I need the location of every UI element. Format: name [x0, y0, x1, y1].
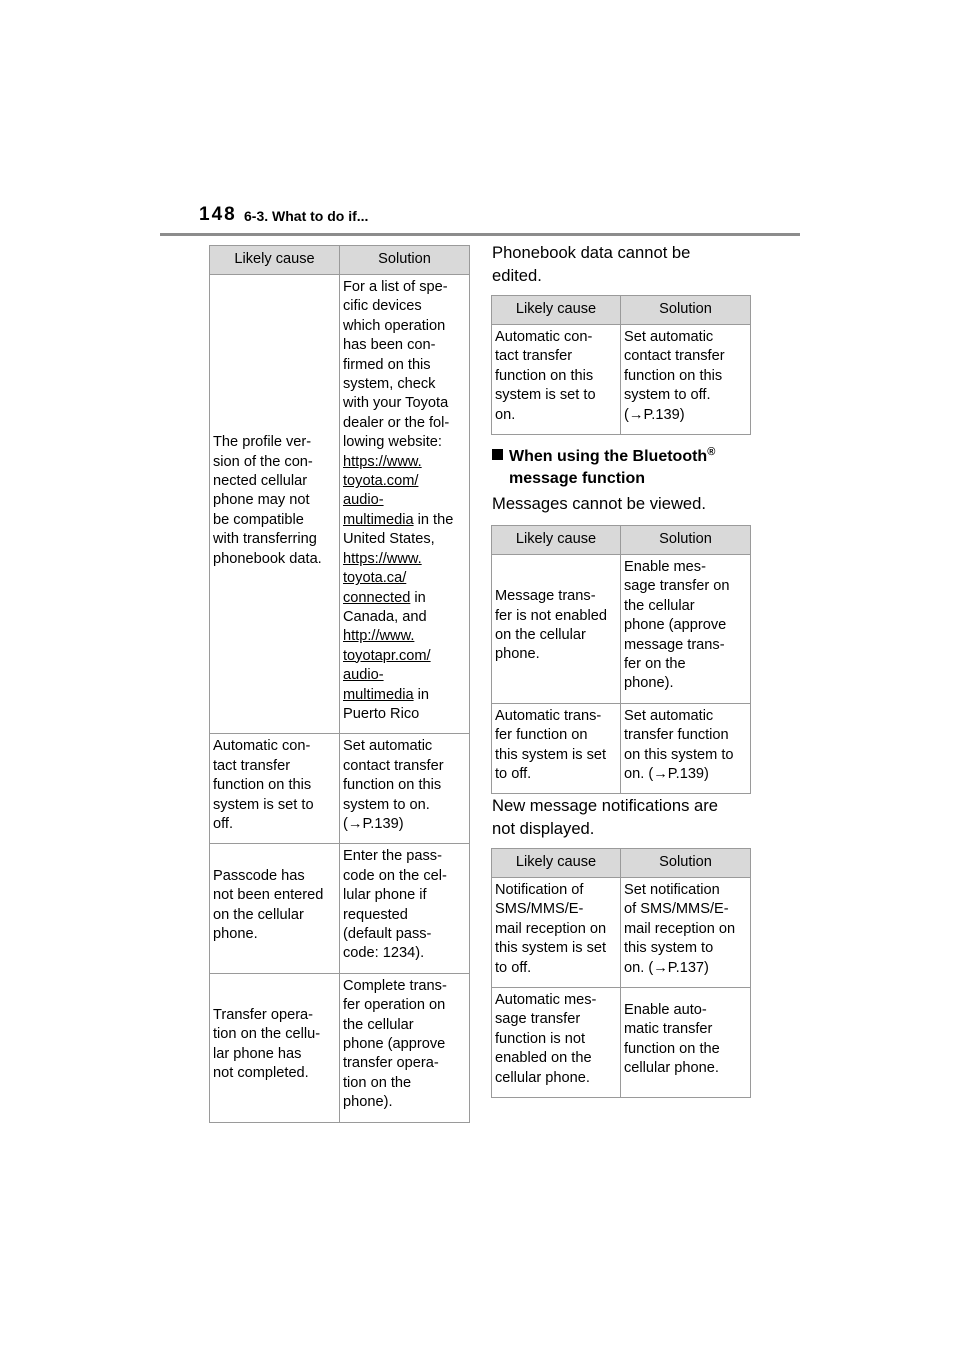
likely-cause-cell: Automatic con- tact transfer function on this system is set to off.	[210, 734, 340, 844]
solution-cell: Enable mes- sage transfer on the cellular phone (approve message trans- fer on the phone).	[621, 555, 751, 704]
registered-mark: ®	[707, 446, 716, 458]
likely-cause-header: Likely cause	[492, 526, 621, 555]
likely-cause-cell: The profile ver- sion of the con- nected cellular phone may not be compatible with transferring phonebook data.	[210, 275, 340, 734]
likely-cause-header: Likely cause	[492, 296, 621, 325]
likely-cause-cell: Message trans- fer is not enabled on the cellular phone.	[492, 555, 621, 704]
toyota-pr-link[interactable]: http://www. toyotapr.com/ audio- multimedia	[343, 628, 431, 703]
likely-cause-cell: Notification of SMS/MMS/E- mail reception on this system is set to off.	[492, 878, 621, 988]
solution-cell: Set notification of SMS/MMS/E- mail reception on this system to on. (→P.137)	[621, 878, 751, 988]
solution-cell	[340, 275, 470, 734]
table-header-row	[492, 526, 751, 555]
square-bullet-icon	[492, 449, 503, 460]
likely-cause-cell: Automatic mes- sage transfer function is not enabled on the cellular phone.	[492, 988, 621, 1098]
solution-cell: Set automatic contact transfer function on this system to off. (→P.139)	[621, 325, 751, 435]
likely-cause-cell: Automatic con- tact transfer function on this system is set to on.	[492, 325, 621, 435]
header-divider	[160, 233, 800, 236]
solution-header: Solution	[340, 246, 470, 275]
subheading-line1: When using the Bluetooth	[509, 448, 708, 465]
table-row	[210, 973, 470, 1122]
solution-cell: Complete trans- fer operation on the cellular phone (approve transfer opera- tion on the phone).	[340, 973, 470, 1122]
subheading-line2: message function	[509, 470, 646, 487]
phonebook-table	[491, 295, 751, 435]
table-header-row	[492, 296, 751, 325]
phonebook-heading: Phonebook data cannot be edited.	[492, 243, 691, 285]
table-row	[492, 988, 751, 1098]
left-troubleshooting-table	[209, 245, 470, 1123]
likely-cause-header: Likely cause	[210, 246, 340, 275]
table-row	[492, 703, 751, 794]
likely-cause-cell: Automatic trans- fer function on this system is set to off.	[492, 703, 621, 794]
likely-cause-header: Likely cause	[492, 849, 621, 878]
table-row	[210, 275, 470, 734]
notifications-heading: New message notifications are not displayed.	[492, 796, 718, 838]
us-text: in the United States,	[343, 511, 454, 548]
solution-cell: Enter the pass- code on the cel- lular phone if requested (default pass- code: 1234).	[340, 844, 470, 973]
toyota-us-link[interactable]: https://www. toyota.com/ audio- multimedia	[343, 453, 422, 528]
solution-header: Solution	[621, 526, 751, 555]
table-header-row	[210, 246, 470, 275]
solution-intro-text: For a list of spe- cific devices which operation has been con- firmed on this system, check with your Toyota dealer or the fol- lowing website:	[343, 279, 450, 451]
table-row	[492, 325, 751, 435]
solution-cell: Set automatic transfer function on this system to on. (→P.139)	[621, 703, 751, 794]
likely-cause-cell: Transfer opera- tion on the cellu- lar phone has not completed.	[210, 973, 340, 1122]
section-title: 6-3. What to do if...	[244, 208, 369, 224]
table-row	[492, 878, 751, 988]
notifications-table	[491, 848, 751, 1098]
table-row	[492, 555, 751, 704]
toyota-ca-link[interactable]: https://www. toyota.ca/ connected	[343, 550, 422, 606]
pr-text: in Puerto Rico	[343, 686, 429, 722]
solution-header: Solution	[621, 849, 751, 878]
solution-cell: Enable auto- matic transfer function on the cellular phone.	[621, 988, 751, 1098]
messages-table	[491, 525, 751, 794]
table-row	[210, 734, 470, 844]
table-row	[210, 844, 470, 973]
solution-header: Solution	[621, 296, 751, 325]
ca-text: in Canada, and	[343, 589, 427, 625]
bluetooth-message-subheading	[492, 441, 762, 490]
page-number: 148	[199, 204, 237, 225]
messages-heading: Messages cannot be viewed.	[492, 494, 707, 513]
table-header-row	[492, 849, 751, 878]
likely-cause-cell: Passcode has not been entered on the cellular phone.	[210, 844, 340, 973]
solution-cell: Set automatic contact transfer function on this system to on. (→P.139)	[340, 734, 470, 844]
